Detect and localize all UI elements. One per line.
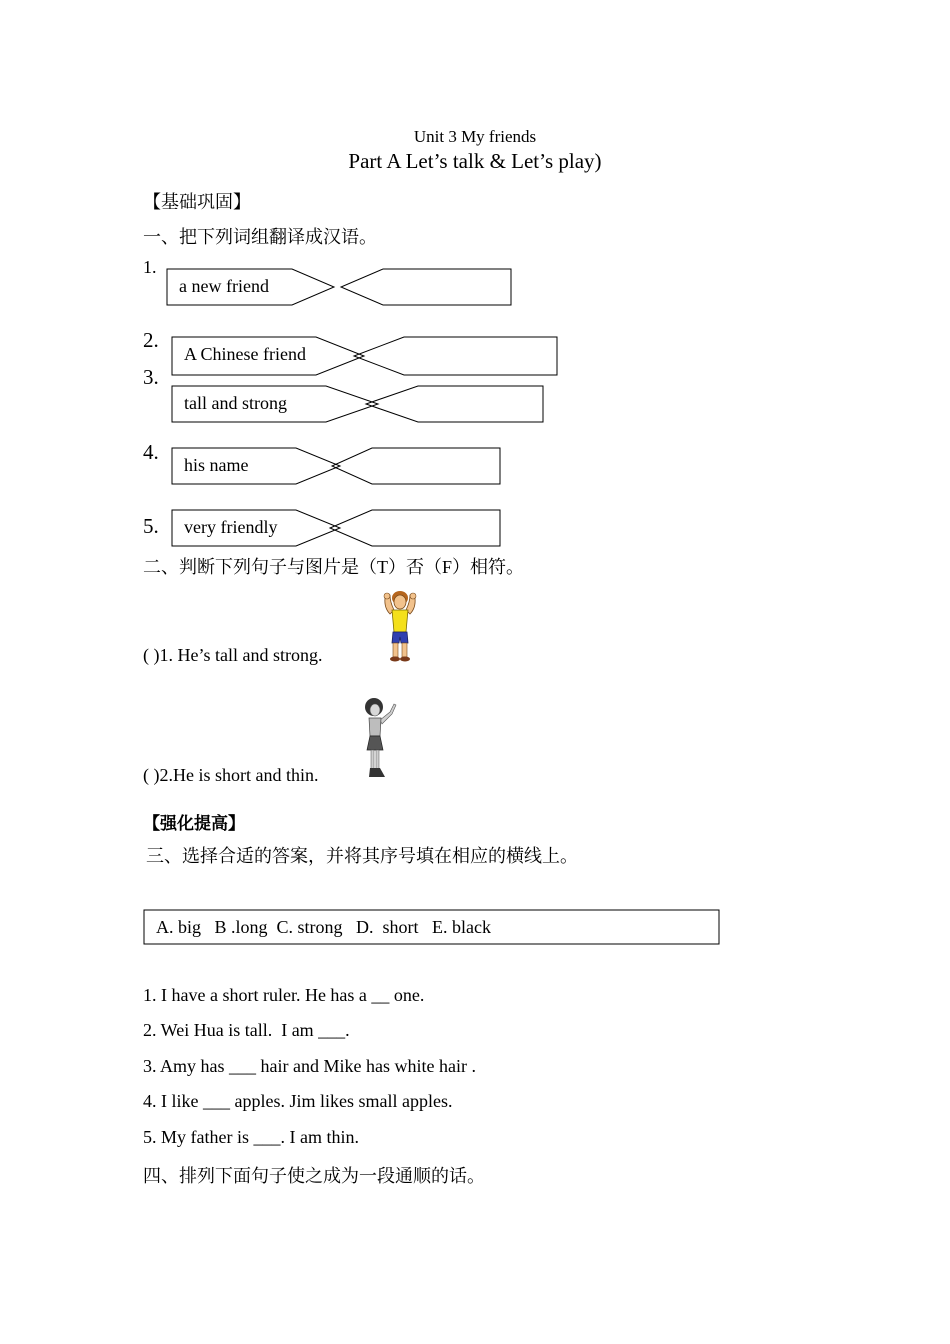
fill-question-2: 2. Wei Hua is tall. I am ___. <box>143 1020 350 1040</box>
item-number-4: 4. <box>143 440 159 464</box>
answer-box-2 <box>354 337 557 375</box>
item-number-3: 3. <box>143 365 159 389</box>
answer-box-3 <box>366 386 543 422</box>
worksheet-title: Unit 3 My friends <box>413 127 537 146</box>
phrase-5: very friendly <box>184 517 278 537</box>
item-number-2: 2. <box>143 328 159 352</box>
section1-instruction: 一、把下列词组翻译成汉语。 <box>143 227 377 247</box>
section2-instruction: 二、判断下列句子与图片是（T）否（F）相符。 <box>143 557 525 577</box>
item-number-5: 5. <box>143 514 159 538</box>
item-number-1: 1. <box>143 257 157 277</box>
section-heading-advanced: 【强化提高】 <box>143 814 245 834</box>
judge-item-2: ( )2.He is short and thin. <box>143 765 319 785</box>
answer-box-1 <box>341 269 511 305</box>
phrase-2: A Chinese friend <box>184 344 306 364</box>
section4-instruction: 四、排列下面句子使之成为一段通顺的话。 <box>143 1166 485 1186</box>
phrase-4: his name <box>184 455 249 475</box>
phrase-3: tall and strong <box>184 393 287 413</box>
strong-man-figure <box>376 588 424 664</box>
fill-question-4: 4. I like ___ apples. Jim likes small apples. <box>143 1091 453 1111</box>
worksheet-subtitle: Part A Let’s talk & Let’s play) <box>348 149 602 173</box>
thin-woman-figure <box>356 696 402 782</box>
answer-box-5 <box>330 510 500 546</box>
fill-question-1: 1. I have a short ruler. He has a __ one. <box>143 985 425 1005</box>
section3-instruction: 三、选择合适的答案，并将其序号填在相应的横线上。 <box>146 846 578 866</box>
answer-options: A. big B .long C. strong D. short E. black <box>156 917 491 937</box>
fill-question-3: 3. Amy has ___ hair and Mike has white hair . <box>143 1056 476 1076</box>
answer-box-4 <box>332 448 500 484</box>
phrase-1: a new friend <box>179 276 269 296</box>
judge-item-1: ( )1. He’s tall and strong. <box>143 645 323 665</box>
section-heading-basics: 【基础巩固】 <box>143 192 251 212</box>
fill-question-5: 5. My father is ___. I am thin. <box>143 1127 359 1147</box>
